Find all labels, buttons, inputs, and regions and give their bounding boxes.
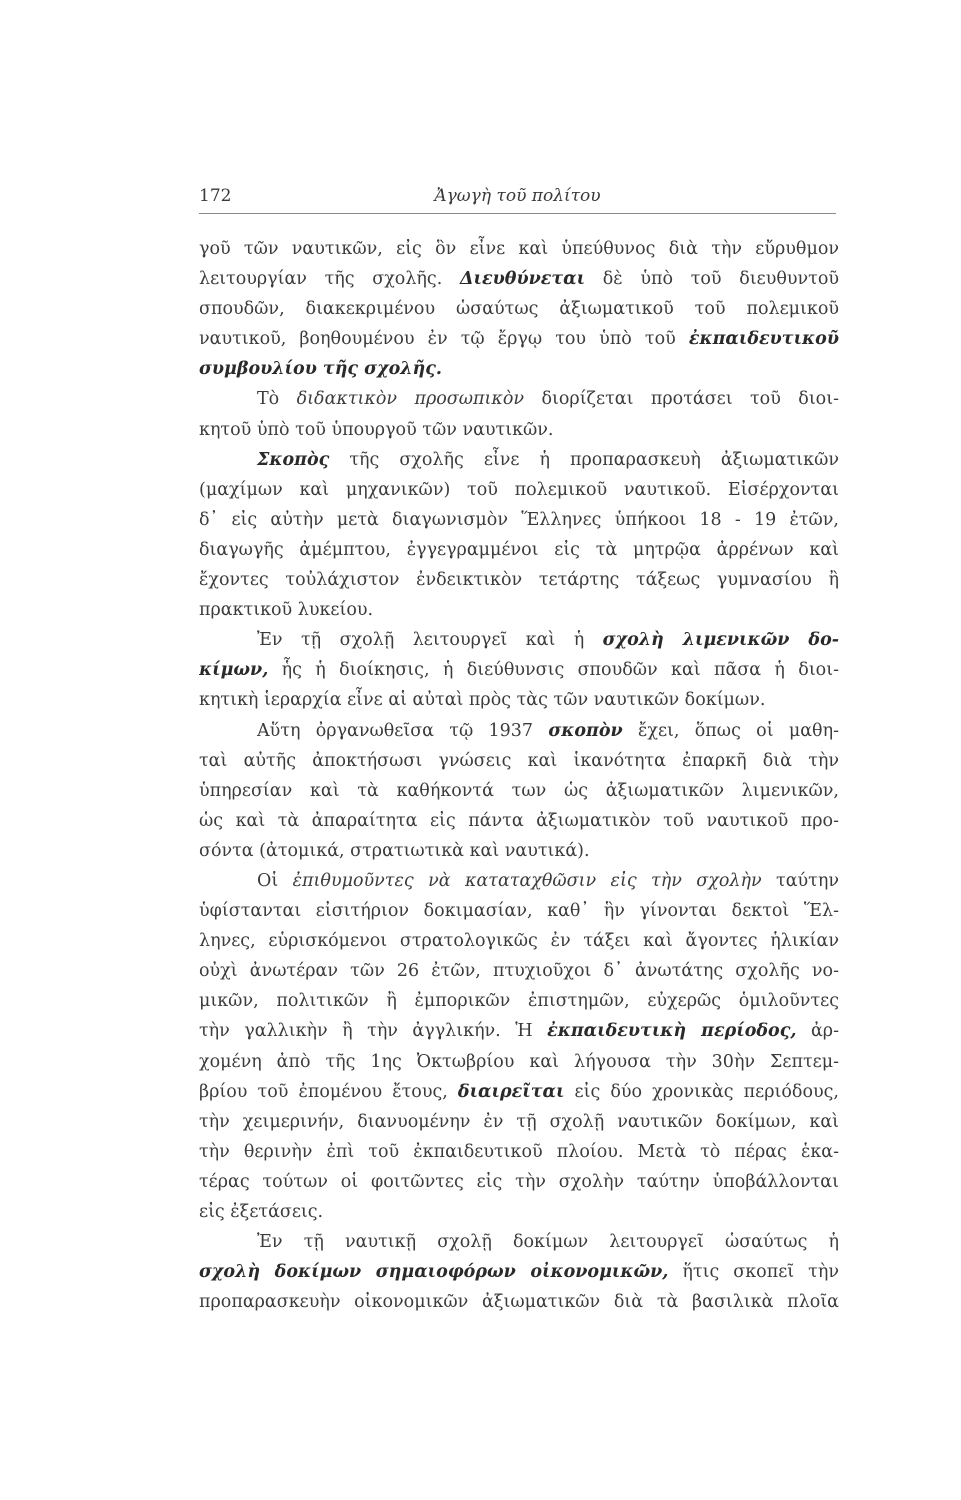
text-segment: δὲ ὑπὸ τοῦ διευθυντοῦ xyxy=(585,269,839,290)
text-line xyxy=(199,866,839,896)
text-segment: τὴν χειμερινήν, διανυομένην ἐν τῇ σχολῇ ναυτικῶν δοκίμων, καὶ xyxy=(199,1111,839,1132)
text-segment: κητικὴ ἱεραρχία εἶνε αἱ αὐταὶ πρὸς τὰς τῶν ναυτικῶν δοκίμων. xyxy=(199,690,766,711)
text-segment: εἰς ἐξετάσεις. xyxy=(199,1202,324,1222)
text-segment: γοῦ τῶν ναυτικῶν, εἰς ὃν εἶνε καὶ ὑπεύθυνος διὰ τὴν εὔρυθμον xyxy=(199,239,839,259)
text-line xyxy=(199,445,839,475)
text-line xyxy=(199,1167,839,1197)
running-title: Ἀγωγὴ τοῦ πολίτου xyxy=(434,186,601,206)
text-segment: εἰς δύο χρονικὰς περιόδους, xyxy=(564,1081,839,1102)
text-line xyxy=(199,535,839,565)
text-segment: ληνες, εὑρισκόμενοι στρατολογικῶς ἐν τάξει καὶ ἄγοντες ἡλικίαν xyxy=(199,931,839,952)
text-line xyxy=(199,655,839,685)
text-segment: Ἐν τῇ σχολῇ λειτουργεῖ καὶ ἡ xyxy=(257,630,603,651)
text-line xyxy=(199,896,839,926)
text-segment: τὴν θερινὴν ἐπὶ τοῦ ἐκπαιδευτικοῦ πλοίου. Μετὰ τὸ πέρας ἑκα- xyxy=(199,1141,839,1162)
text-line xyxy=(199,354,839,384)
text-segment: λειτουργίαν τῆς σχολῆς. xyxy=(199,269,460,290)
text-line xyxy=(199,234,839,264)
emphasis-text: ἐκπαιδευτικοῦ xyxy=(688,329,839,350)
page-header xyxy=(199,186,836,212)
text-segment: ὡς καὶ τὰ ἀπαραίτητα εἰς πάντα ἀξιωματικὸν τοῦ ναυτικοῦ προ- xyxy=(199,810,839,831)
text-line xyxy=(199,595,839,625)
text-segment: προπαρασκευὴν οἰκονομικῶν ἀξιωματικῶν διὰ τὰ βασιλικὰ πλοῖα xyxy=(199,1292,839,1313)
text-segment: τέρας τούτων οἱ φοιτῶντες εἰς τὴν σχολὴν ταύτην ὑποβάλλονται xyxy=(199,1171,839,1192)
text-line xyxy=(199,1257,839,1287)
text-line xyxy=(199,1197,839,1227)
text-line xyxy=(199,685,839,715)
text-segment: τὴν γαλλικὴν ἢ τὴν ἀγγλικήν. Ἡ xyxy=(199,1021,548,1042)
emphasis-text: σκοπὸν xyxy=(548,720,623,741)
text-segment: ὑπηρεσίαν καὶ τὰ καθήκοντά των ὡς ἀξιωματικῶν λιμενικῶν, xyxy=(199,780,839,801)
header-rule xyxy=(199,213,836,214)
italic-text: διδακτικὸν προσωπικὸν xyxy=(296,389,525,410)
emphasis-text: σχολὴ δοκίμων σημαιοφόρων οἰκονομικῶν, xyxy=(199,1262,669,1283)
text-line xyxy=(199,625,839,655)
text-segment: διαγωγῆς ἀμέμπτου, ἐγγεγραμμένοι εἰς τὰ μητρῷα ἀρρένων καὶ xyxy=(199,539,839,560)
text-line xyxy=(199,776,839,806)
text-segment: Τὸ xyxy=(257,389,297,410)
text-segment: ταύτην xyxy=(761,870,839,891)
emphasis-text: σχολὴ λιμενικῶν δο- xyxy=(602,630,839,651)
text-segment: ἧς ἡ διοίκησις, ἡ διεύθυνσις σπουδῶν καὶ πᾶσα ἡ διοι- xyxy=(268,660,839,681)
text-line xyxy=(199,415,839,445)
text-line xyxy=(199,1137,839,1167)
text-line xyxy=(199,324,839,354)
text-segment: (μαχίμων καὶ μηχανικῶν) τοῦ πολεμικοῦ ναυτικοῦ. Εἰσέρχονται xyxy=(199,479,839,500)
emphasis-text: Σκοπὸς xyxy=(257,449,330,470)
page-number: 172 xyxy=(199,186,232,206)
text-segment: ταὶ αὐτῆς ἀποκτήσωσι γνώσεις καὶ ἱκανότητα ἐπαρκῆ διὰ τὴν xyxy=(199,750,839,771)
italic-text: ἐπιθυμοῦντες νὰ καταταχθῶσιν εἰς τὴν σχολὴν xyxy=(292,870,762,891)
text-segment: βρίου τοῦ ἐπομένου ἔτους, xyxy=(199,1081,458,1102)
text-line xyxy=(199,1107,839,1137)
text-line xyxy=(199,926,839,956)
emphasis-text: κίμων, xyxy=(199,660,269,681)
text-line xyxy=(199,956,839,986)
text-segment: κητοῦ ὑπὸ τοῦ ὑπουργοῦ τῶν ναυτικῶν. xyxy=(199,419,554,440)
text-segment: ὑφίστανται εἰσιτήριον δοκιμασίαν, καθ᾽ ἣν γίνονται δεκτοὶ Ἕλ- xyxy=(199,901,839,922)
text-line xyxy=(199,1047,839,1077)
text-line xyxy=(199,836,839,866)
text-line xyxy=(199,384,839,414)
emphasis-text: Διευθύνεται xyxy=(459,269,586,290)
text-line xyxy=(199,986,839,1016)
body-text xyxy=(199,234,839,1317)
text-segment: ναυτικοῦ, βοηθουμένου ἐν τῷ ἔργῳ του ὑπὸ τοῦ xyxy=(199,329,689,350)
text-line xyxy=(199,294,839,324)
text-line xyxy=(199,806,839,836)
text-segment: Ἐν τῇ ναυτικῇ σχολῇ δοκίμων λειτουργεῖ ὡσαύτως ἡ xyxy=(257,1232,839,1253)
text-segment: ἥτις σκοπεῖ τὴν xyxy=(668,1262,839,1283)
text-segment: σπουδῶν, διακεκριμένου ὡσαύτως ἀξιωματικοῦ τοῦ πολεμικοῦ xyxy=(199,299,839,320)
text-segment: Αὕτη ὀργανωθεῖσα τῷ 1937 xyxy=(257,720,549,741)
text-segment: τῆς σχολῆς εἶνε ἡ προπαρασκευὴ ἀξιωματικῶν xyxy=(329,449,839,470)
text-segment: διορίζεται προτάσει τοῦ διοι- xyxy=(524,389,839,410)
text-segment: ἀρ- xyxy=(796,1021,839,1042)
text-segment: οὐχὶ ἀνωτέραν τῶν 26 ἐτῶν, πτυχιοῦχοι δ᾽ ἀνωτάτης σχολῆς νο- xyxy=(199,961,839,982)
text-line xyxy=(199,475,839,505)
text-segment: Οἱ xyxy=(257,870,293,891)
text-line xyxy=(199,1287,839,1317)
text-segment: σόντα (ἀτομικά, στρατιωτικὰ καὶ ναυτικά). xyxy=(199,840,590,861)
text-segment: μικῶν, πολιτικῶν ἢ ἐμπορικῶν ἐπιστημῶν, εὐχερῶς ὁμιλοῦντες xyxy=(199,991,839,1012)
text-line xyxy=(199,264,839,294)
text-line xyxy=(199,1227,839,1257)
text-line xyxy=(199,1016,839,1046)
emphasis-text: διαιρεῖται xyxy=(457,1081,565,1102)
emphasis-text: ἐκπαιδευτικὴ περίοδος, xyxy=(547,1021,797,1042)
text-line xyxy=(199,505,839,535)
text-segment: ἔχοντες τοὐλάχιστον ἐνδεικτικὸν τετάρτης τάξεως γυμνασίου ἢ xyxy=(199,570,839,591)
emphasis-text: συμβουλίου τῆς σχολῆς. xyxy=(199,359,443,380)
text-segment: χομένη ἀπὸ τῆς 1ης Ὀκτωβρίου καὶ λήγουσα τὴν 30ὴν Σεπτεμ- xyxy=(199,1051,839,1072)
text-line xyxy=(199,746,839,776)
text-segment: πρακτικοῦ λυκείου. xyxy=(199,600,374,621)
text-segment: δ᾽ εἰς αὐτὴν μετὰ διαγωνισμὸν Ἕλληνες ὑπήκοοι 18 - 19 ἐτῶν, xyxy=(199,509,839,530)
text-line xyxy=(199,1077,839,1107)
text-segment: ἔχει, ὅπως οἱ μαθη- xyxy=(622,720,839,741)
text-line xyxy=(199,565,839,595)
text-line xyxy=(199,716,839,746)
